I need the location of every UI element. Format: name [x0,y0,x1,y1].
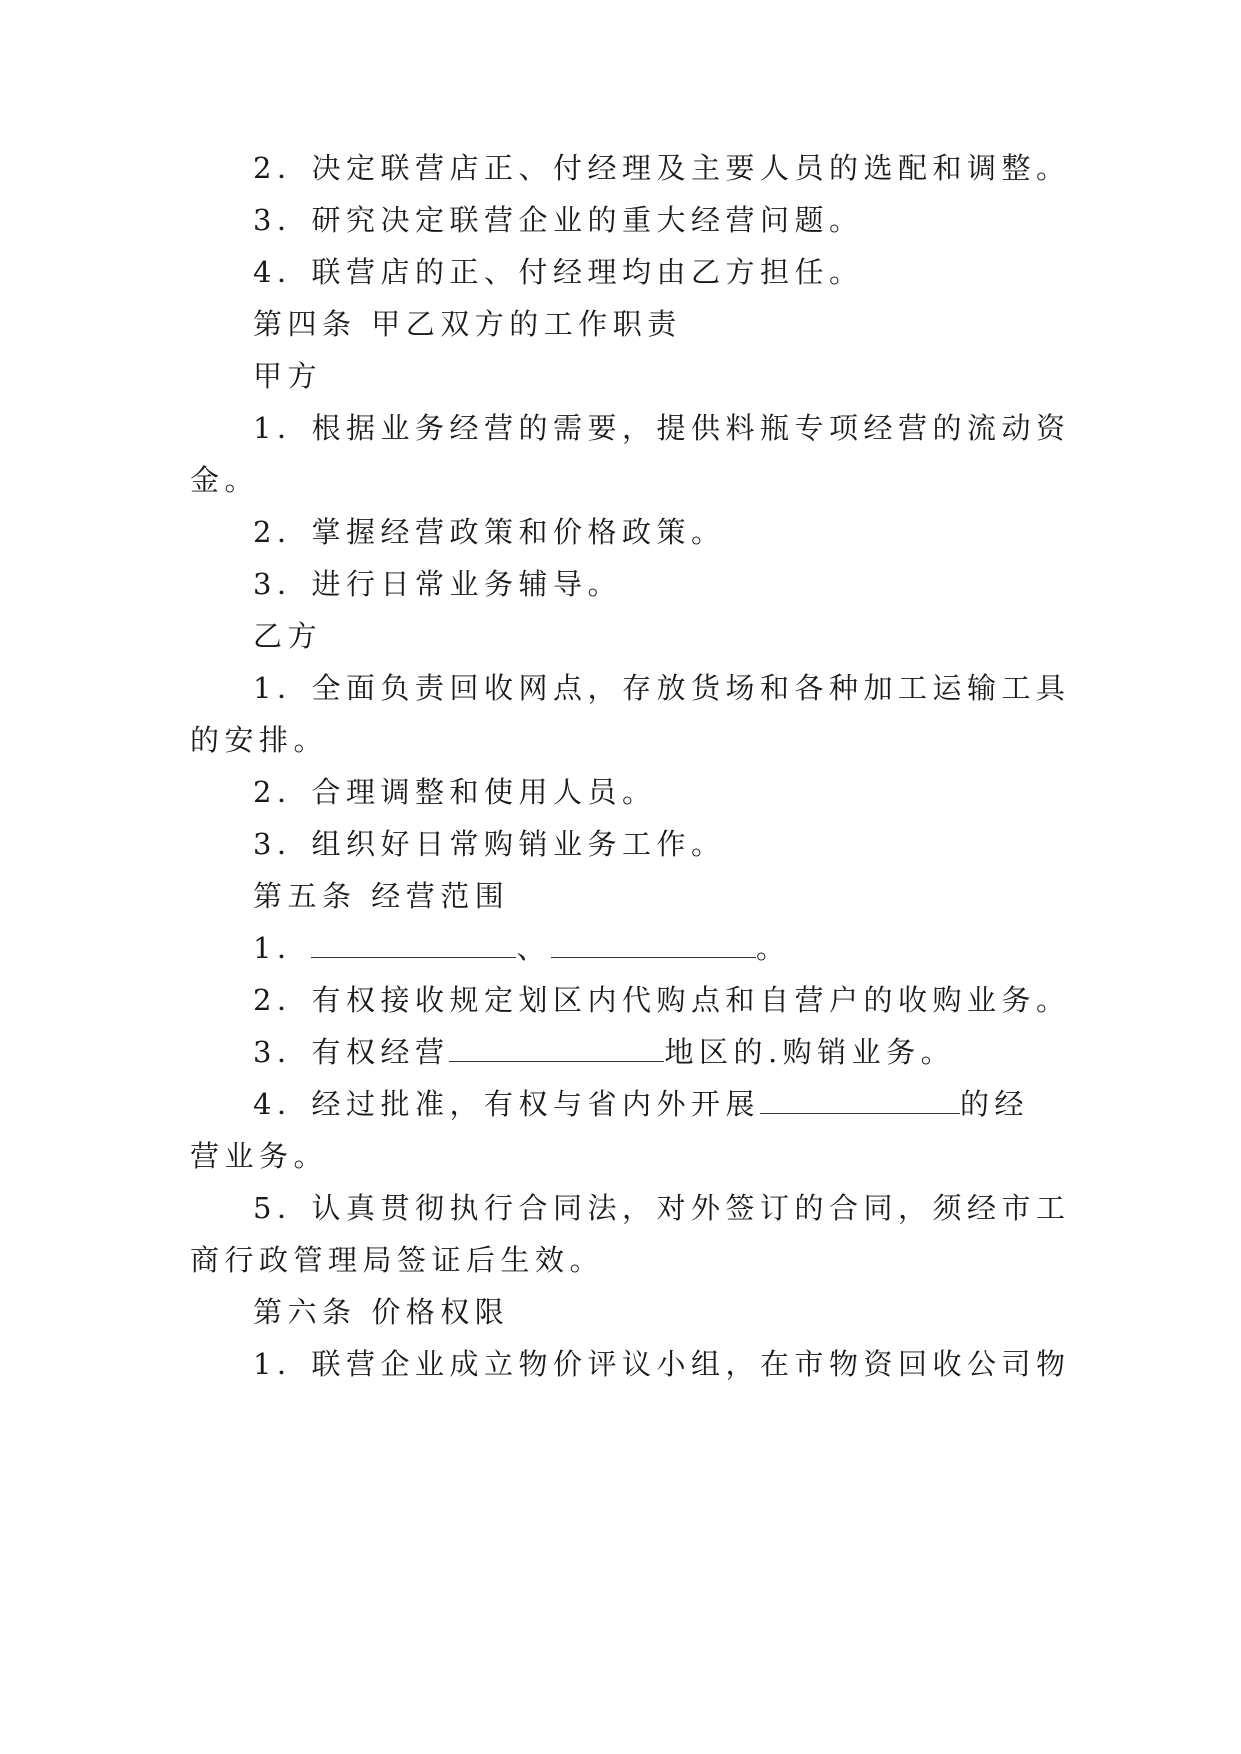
scope-item-4-prefix: 4．经过批准，有权与省内外开展 [253,1087,760,1121]
text-line: 3．研究决定联营企业的重大经营问题。 [253,203,864,237]
text-line: 营业务。 [190,1139,329,1173]
text-line: 3．进行日常业务辅导。 [253,567,622,601]
section-heading: 第六条 价格权限 [253,1295,510,1329]
fill-in-blank[interactable] [551,931,756,958]
scope-item-3 [253,1032,1053,1072]
fill-in-blank[interactable] [311,931,516,958]
section-heading: 第五条 经营范围 [253,879,510,913]
text-line: 5．认真贯彻执行合同法，对外签订的合同，须经市工 [253,1191,1071,1225]
text-line: 的安排。 [190,723,329,757]
scope-item-1-separator: 、 [516,931,551,965]
fill-in-blank[interactable] [760,1087,960,1114]
party-heading: 乙方 [253,619,323,653]
scope-item-4-suffix: 的经 [959,1087,1029,1121]
text-line: 1．全面负责回收网点，存放货场和各种加工运输工具 [253,671,1071,705]
text-line: 2．掌握经营政策和价格政策。 [253,515,726,549]
text-line: 2．决定联营店正、付经理及主要人员的选配和调整。 [253,151,1071,185]
scope-item-1-prefix: 1． [253,931,312,965]
scope-item-1 [253,928,1053,968]
scope-item-4 [253,1084,1053,1124]
text-line: 1．联营企业成立物价评议小组，在市物资回收公司物 [253,1347,1071,1381]
text-line: 2．合理调整和使用人员。 [253,775,657,809]
fill-in-blank[interactable] [449,1035,664,1062]
text-line: 4．联营店的正、付经理均由乙方担任。 [253,255,864,289]
scope-item-1-suffix: 。 [755,931,791,965]
section-heading: 第四条 甲乙双方的工作职责 [253,307,682,341]
text-line: 商行政管理局签证后生效。 [190,1243,605,1277]
scope-item-3-suffix: 地区的.购销业务。 [664,1035,956,1069]
text-line: 2．有权接收规定划区内代购点和自营户的收购业务。 [253,983,1071,1017]
text-line: 金。 [190,463,260,497]
text-line: 1．根据业务经营的需要，提供料瓶专项经营的流动资 [253,411,1071,445]
party-heading: 甲方 [253,359,323,393]
scope-item-3-prefix: 3．有权经营 [253,1035,450,1069]
text-line: 3．组织好日常购销业务工作。 [253,827,726,861]
